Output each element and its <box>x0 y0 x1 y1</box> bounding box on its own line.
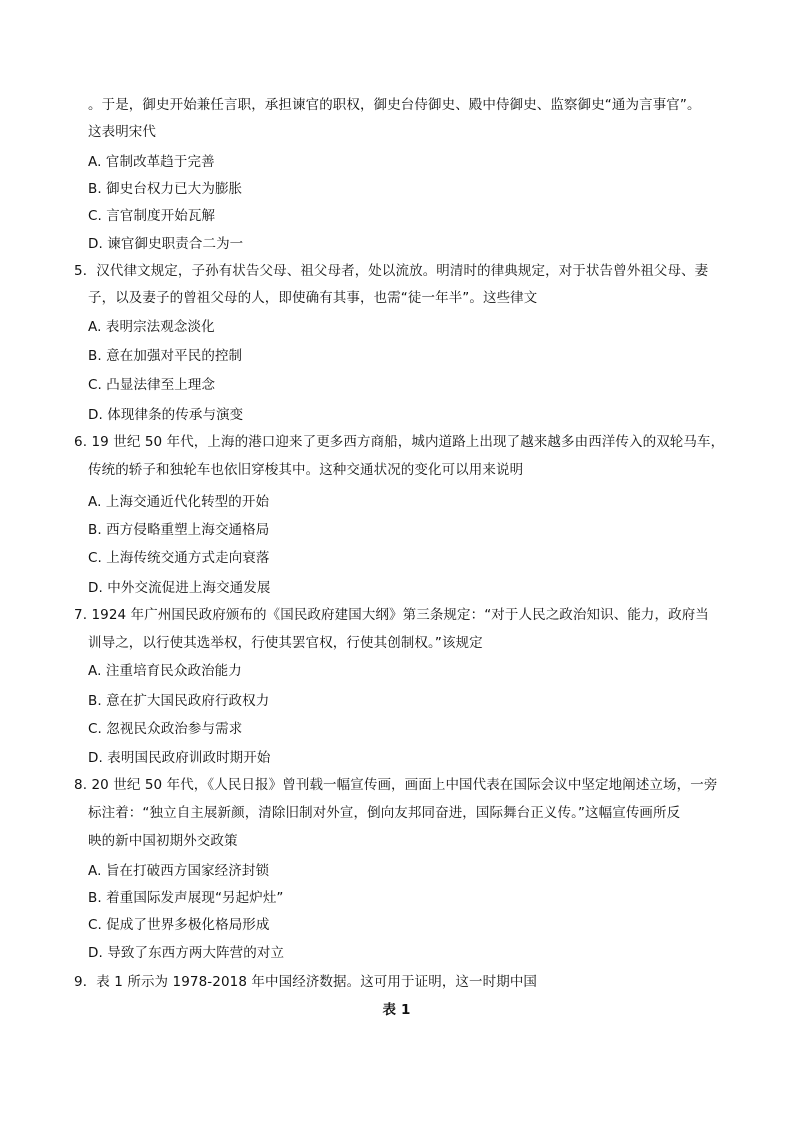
question-6-option-d: D. 中外交流促进上海交通发展 <box>88 580 271 596</box>
question-4-option-d: D. 谏官御史职责合二为一 <box>88 236 244 252</box>
question-4-option-b: B. 御史台权力已大为膨胀 <box>88 181 243 197</box>
question-4-text-line-1: 。于是，御史开始兼任言职，承担谏官的职权，御史台侍御史、殿中侍御史、监察御史“通为言事官”。 <box>88 97 701 113</box>
question-8-option-b: B. 着重国际发声展现“另起炉灶” <box>88 890 284 906</box>
question-8-option-c: C. 促成了世界多极化格局形成 <box>88 917 270 933</box>
question-7-option-b: B. 意在扩大国民政府行政权力 <box>88 693 270 709</box>
question-8-text-line-2: 标注着：“独立自主展新颜，清除旧制对外宣，倒向友邦同奋进，国际舞台正义传。”这幅宣传画所反 <box>88 805 681 821</box>
question-8-text-line-3: 映的新中国初期外交政策 <box>88 833 238 849</box>
question-6-text-line-1: 6. 19 世纪 50 年代，上海的港口迎来了更多西方商船，城内道路上出现了越来越多由西洋传入的双轮马车， <box>74 434 725 450</box>
question-7-text-line-1: 7. 1924 年广州国民政府颁布的《国民政府建国大纲》第三条规定：“对于人民之政治知识、能力，政府当 <box>74 607 709 623</box>
question-8-option-a: A. 旨在打破西方国家经济封锁 <box>88 863 270 879</box>
question-4-text-line-2: 这表明宋代 <box>88 124 156 140</box>
question-7-option-d: D. 表明国民政府训政时期开始 <box>88 750 271 766</box>
question-5-text-line-2: 子，以及妻子的曾祖父母的人，即使确有其事，也需“徒一年半”。这些律文 <box>88 290 538 306</box>
question-5-option-c: C. 凸显法律至上理念 <box>88 377 216 393</box>
question-7-text-line-2: 训导之，以行使其选举权，行使其罢官权，行使其创制权。”该规定 <box>88 635 483 651</box>
question-9-text-line-1: 9．表 1 所示为 1978-2018 年中国经济数据。这可用于证明，这一时期中国 <box>74 974 538 990</box>
question-7-option-a: A. 注重培育民众政治能力 <box>88 663 242 679</box>
question-8-text-line-1: 8. 20 世纪 50 年代，《人民日报》曾刊载一幅宣传画，画面上中国代表在国际会议中坚定地阐述立场，一旁 <box>74 777 718 793</box>
question-8-option-d: D. 导致了东西方两大阵营的对立 <box>88 945 285 961</box>
question-6-option-c: C. 上海传统交通方式走向衰落 <box>88 550 270 566</box>
question-6-option-a: A. 上海交通近代化转型的开始 <box>88 494 270 510</box>
question-5-option-a: A. 表明宗法观念淡化 <box>88 319 215 335</box>
question-5-text-line-1: 5．汉代律文规定，子孙有状告父母、祖父母者，处以流放。明清时的律典规定，对于状告曾外祖父母、妻 <box>74 263 709 279</box>
question-5-option-b: B. 意在加强对平民的控制 <box>88 348 243 364</box>
question-6-option-b: B. 西方侵略重塑上海交通格局 <box>88 522 270 538</box>
question-4-option-a: A. 官制改革趋于完善 <box>88 154 215 170</box>
table-caption: 表 1 <box>382 1002 411 1018</box>
question-6-text-line-2: 传统的轿子和独轮车也依旧穿梭其中。这种交通状况的变化可以用来说明 <box>88 462 524 478</box>
question-7-option-c: C. 忽视民众政治参与需求 <box>88 721 243 737</box>
question-4-option-c: C. 言官制度开始瓦解 <box>88 208 216 224</box>
question-5-option-d: D. 体现律条的传承与演变 <box>88 407 244 423</box>
